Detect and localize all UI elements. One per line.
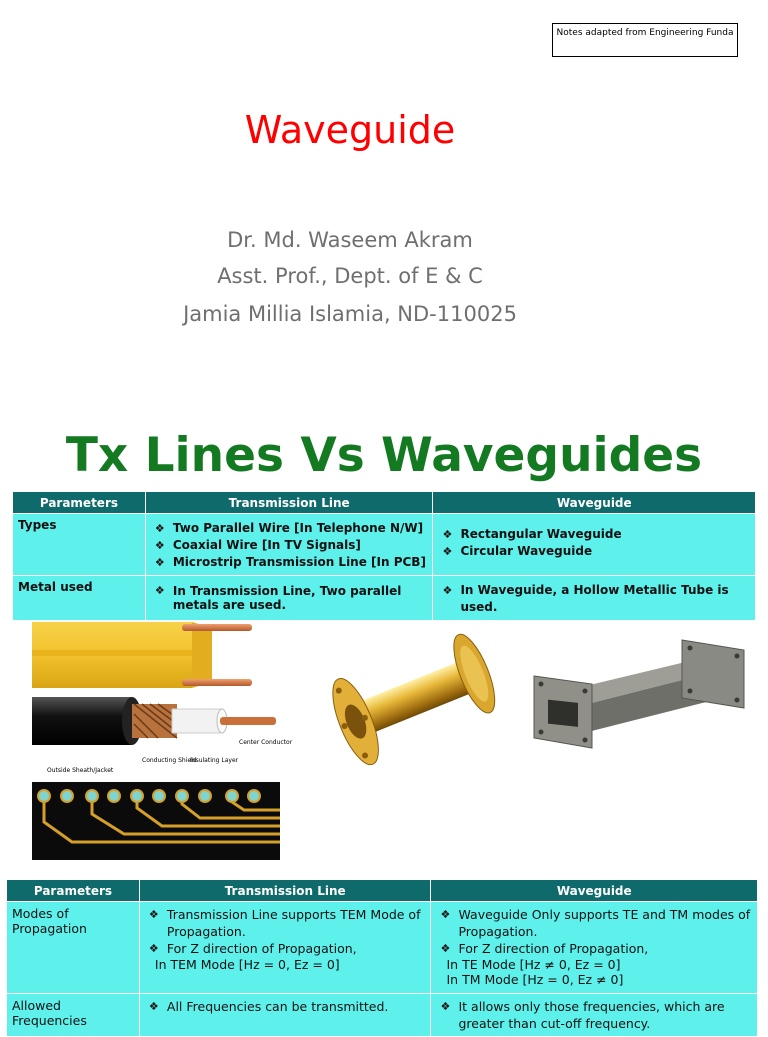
- coax-sheath-label: Outside Sheath/Jacket: [47, 767, 114, 774]
- author-position: Asst. Prof., Dept. of E & C: [217, 264, 483, 288]
- list-item: ❖ Circular Waveguide: [438, 543, 750, 560]
- modes-tl-cell: [139, 902, 431, 994]
- list-item: ❖ Waveguide Only supports TE and TM modes of Propagation.: [436, 906, 752, 940]
- comparison-table-2: [6, 879, 758, 1037]
- table-header-row: [7, 880, 758, 902]
- row-param-frequencies: Allowed Frequencies: [7, 994, 140, 1037]
- table-row: [7, 994, 758, 1037]
- rectangular-waveguide-image: [532, 636, 748, 756]
- te-mode-condition: In TE Mode [Hz ≠ 0, Ez = 0]: [446, 957, 621, 972]
- microstrip-pcb-image: [32, 782, 280, 860]
- list-item: ❖ All Frequencies can be transmitted.: [145, 998, 426, 1015]
- tem-mode-condition: In TEM Mode [Hz = 0, Ez = 0]: [154, 957, 340, 972]
- list-item: ❖ Transmission Line supports TEM Mode of Propagation.: [145, 906, 426, 940]
- modes-wg-cell: [431, 902, 758, 994]
- table-header-row: [13, 492, 756, 514]
- freq-wg-cell: [431, 994, 758, 1037]
- circular-waveguide-image: [312, 630, 522, 765]
- coaxial-cable-image: [32, 692, 293, 778]
- two-parallel-wire-image: [32, 622, 278, 688]
- attribution-note: [552, 23, 738, 57]
- list-item: ❖ In Waveguide, a Hollow Metallic Tube is used.: [438, 582, 750, 616]
- header-parameters: Parameters: [7, 880, 140, 902]
- metal-tl-cell: [145, 576, 433, 621]
- list-item: ❖ For Z direction of Propagation,: [436, 940, 752, 957]
- list-item: ❖ Two Parallel Wire [In Telephone N/W]: [151, 520, 428, 537]
- freq-tl-cell: [139, 994, 431, 1037]
- list-item: ❖ Coaxial Wire [In TV Signals]: [151, 537, 428, 554]
- row-param-types: Types: [13, 514, 146, 576]
- coax-shield-label: Conducting Shield: [142, 757, 197, 764]
- author-name: Dr. Md. Waseem Akram: [227, 228, 473, 252]
- header-parameters: Parameters: [13, 492, 146, 514]
- comparison-table-1: [12, 491, 756, 621]
- list-item: ❖ Rectangular Waveguide: [438, 526, 750, 543]
- list-item: ❖ For Z direction of Propagation,: [145, 940, 426, 957]
- coax-center-label: Center Conductor: [239, 739, 293, 746]
- header-transmission-line: Transmission Line: [145, 492, 433, 514]
- row-param-modes: Modes of Propagation: [7, 902, 140, 994]
- header-waveguide: Waveguide: [433, 492, 756, 514]
- slide-title: Tx Lines Vs Waveguides: [65, 428, 703, 483]
- author-affiliation: Jamia Millia Islamia, ND-110025: [183, 302, 517, 326]
- header-transmission-line: Transmission Line: [139, 880, 431, 902]
- list-item: ❖ Microstrip Transmission Line [In PCB]: [151, 554, 428, 571]
- header-waveguide: Waveguide: [431, 880, 758, 902]
- attribution-note-text: Notes adapted from Engineering Funda: [556, 28, 734, 38]
- table-row: [13, 514, 756, 576]
- list-item: ❖ In Transmission Line, Two parallel metals are used.: [151, 584, 428, 612]
- types-tl-cell: [145, 514, 433, 576]
- metal-wg-cell: [433, 576, 756, 621]
- tm-mode-condition: In TM Mode [Hz = 0, Ez ≠ 0]: [446, 972, 624, 987]
- list-item: ❖ It allows only those frequencies, which are greater than cut-off frequency.: [436, 998, 752, 1032]
- coax-insulating-label: Insulating Layer: [190, 757, 239, 764]
- table-row: [7, 902, 758, 994]
- row-param-metal: Metal used: [13, 576, 146, 621]
- document-title: Waveguide: [244, 108, 456, 152]
- table-row: [13, 576, 756, 621]
- types-wg-cell: [433, 514, 756, 576]
